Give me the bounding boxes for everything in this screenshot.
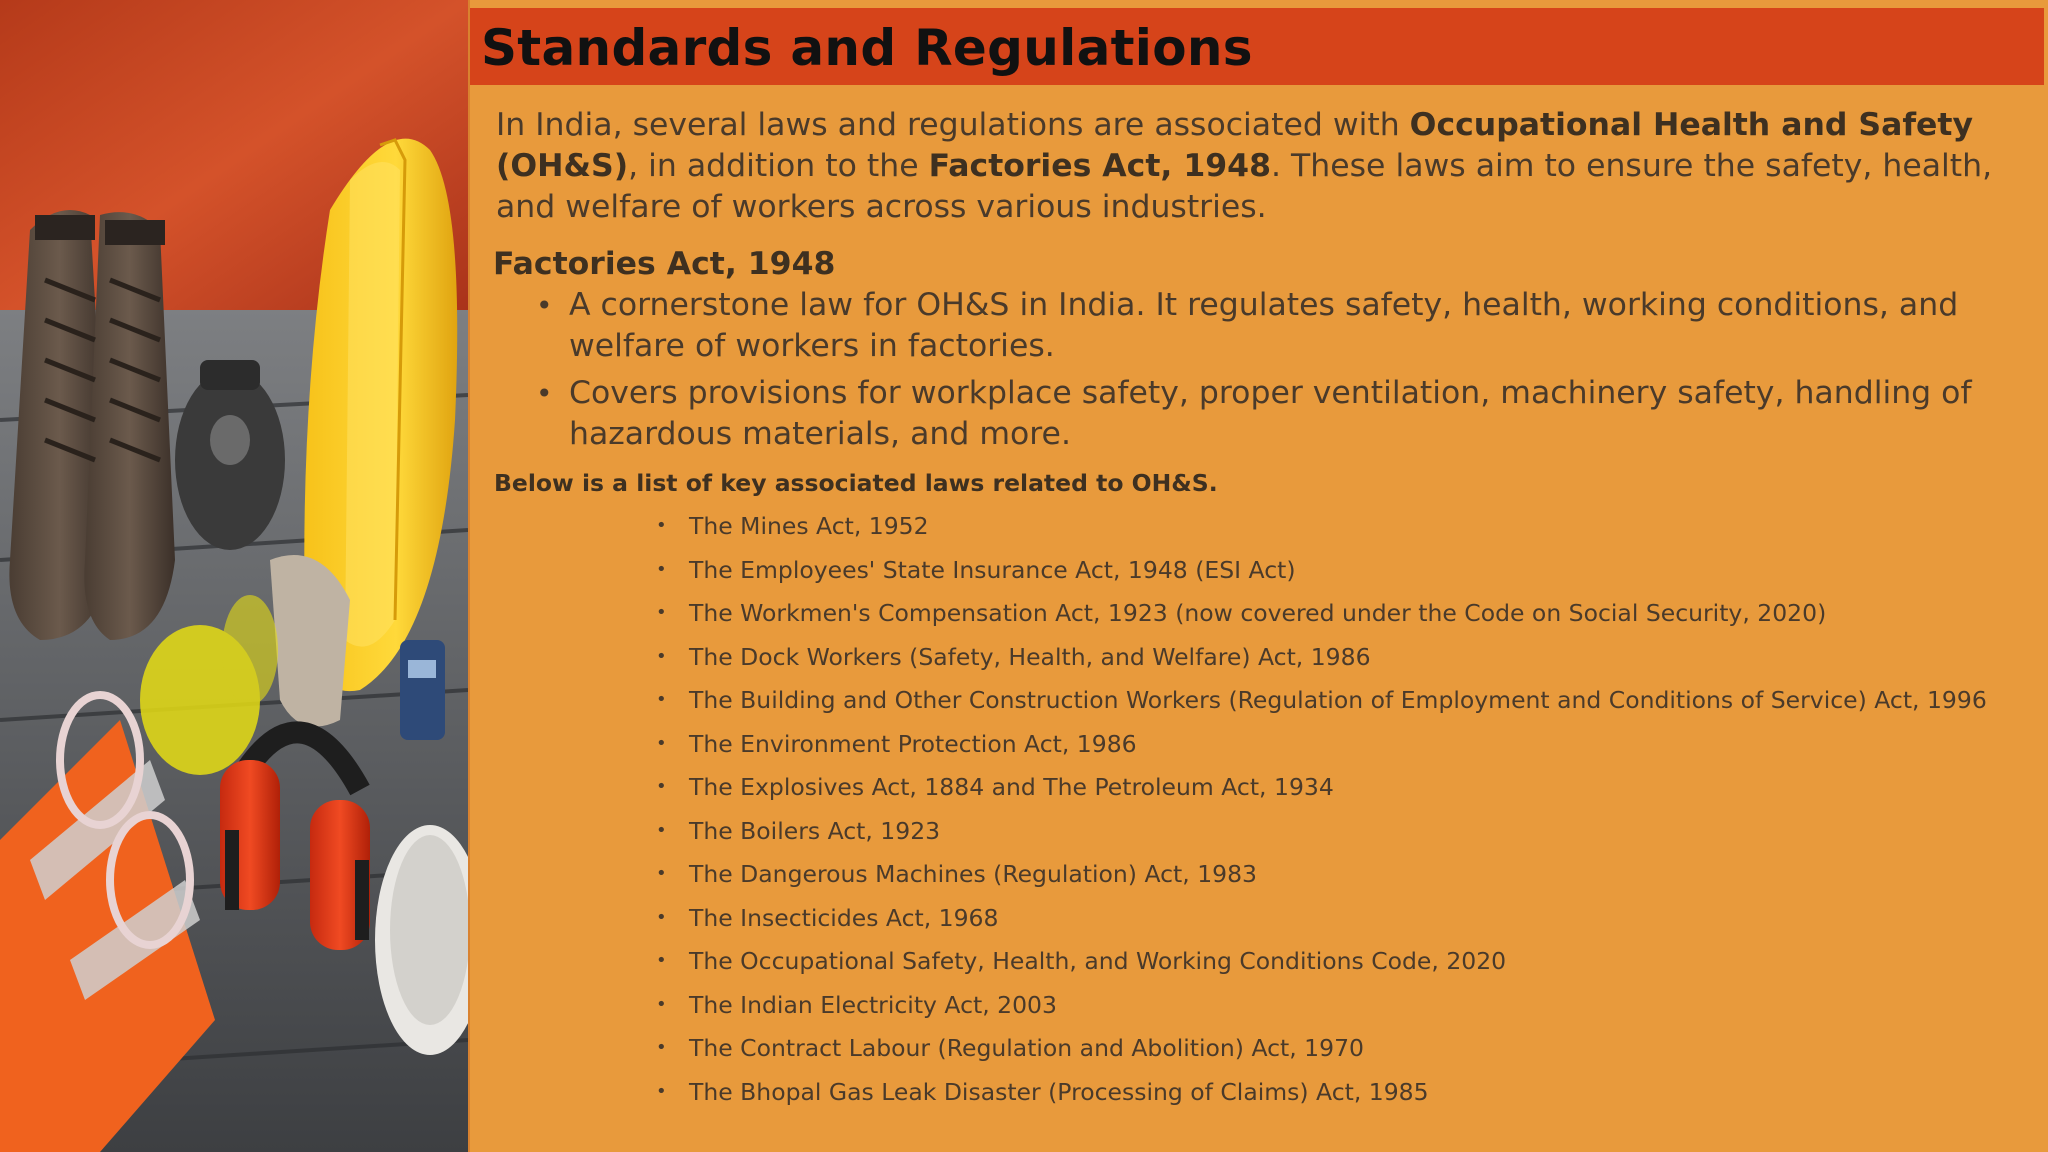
law-text: The Workmen's Compensation Act, 1923 (now covered under the Code on Social Security, 2020): [689, 599, 1827, 627]
law-text: The Indian Electricity Act, 2003: [689, 990, 1057, 1019]
law-item: [656, 988, 2036, 1032]
intro-bold-ohs: Occupational Health and Safety (OH&S): [496, 107, 1973, 184]
bullet-dot-icon: •: [656, 993, 667, 1015]
law-item: [656, 683, 2036, 727]
law-text: The Mines Act, 1952: [689, 512, 929, 540]
bullet-dot-icon: •: [656, 602, 667, 623]
law-item: [656, 770, 2036, 814]
bullet-dot-icon: •: [656, 689, 667, 710]
safety-equipment-photo: [0, 0, 468, 1152]
law-text: The Dock Workers (Safety, Health, and Welfare) Act, 1986: [689, 642, 1371, 671]
law-text: The Contract Labour (Regulation and Abolition) Act, 1970: [689, 1034, 1364, 1062]
law-item: [656, 1075, 2036, 1119]
bullet-dot-icon: •: [536, 289, 553, 322]
intro-text-1: In India, several laws and regulations are associated with: [496, 107, 1410, 143]
law-item: [656, 901, 2036, 945]
law-item: [656, 727, 2036, 771]
top-strip: [470, 0, 2048, 8]
law-item: [656, 1031, 2036, 1075]
associated-laws-list: [656, 509, 2036, 1118]
law-item: [656, 553, 2036, 597]
bullet-dot-icon: •: [536, 377, 553, 410]
intro-bold-factories-act: Factories Act, 1948: [928, 148, 1272, 184]
law-item: [656, 814, 2036, 858]
law-item: [656, 857, 2036, 901]
bullet-item: [536, 373, 2006, 455]
intro-paragraph: [496, 105, 2016, 228]
bullet-dot-icon: •: [656, 1037, 667, 1058]
bullet-dot-icon: •: [656, 906, 667, 928]
bullet-dot-icon: •: [656, 863, 667, 884]
bullet-dot-icon: •: [656, 776, 667, 797]
law-item: [656, 596, 2036, 640]
law-text: The Building and Other Construction Workers (Regulation of Employment and Conditions of Service) Act, 1996: [689, 686, 1987, 714]
bullet-dot-icon: •: [656, 950, 667, 971]
laws-list-intro: Below is a list of key associated laws related to OH&S.: [494, 469, 1218, 497]
bullet-dot-icon: •: [656, 645, 667, 667]
photo-divider: [468, 0, 470, 1152]
law-item: [656, 944, 2036, 988]
bullet-dot-icon: •: [656, 1080, 667, 1102]
bullet-text: Covers provisions for workplace safety, proper ventilation, machinery safety, handling of hazardous materials, and more.: [569, 375, 1972, 452]
bullet-dot-icon: •: [656, 515, 667, 536]
work-boots: [9, 210, 175, 640]
intro-text-2: , in addition to the: [628, 148, 929, 184]
flashlight: [400, 640, 445, 740]
factories-act-bullets: [536, 285, 2006, 461]
law-item: [656, 509, 2036, 553]
bullet-dot-icon: •: [656, 819, 667, 841]
bullet-text: A cornerstone law for OH&S in India. It regulates safety, health, working conditions, and welfare of workers in factories.: [569, 287, 1959, 364]
intro-text-3: . These laws aim to ensure the safety, health, and welfare of workers across various industries.: [496, 148, 1993, 225]
bullet-item: [536, 285, 2006, 367]
bullet-dot-icon: •: [656, 732, 667, 754]
law-text: The Insecticides Act, 1968: [689, 903, 999, 932]
law-text: The Bhopal Gas Leak Disaster (Processing of Claims) Act, 1985: [689, 1077, 1429, 1106]
law-text: The Environment Protection Act, 1986: [689, 729, 1137, 758]
section-heading: Factories Act, 1948: [493, 246, 836, 282]
law-text: The Occupational Safety, Health, and Working Conditions Code, 2020: [689, 947, 1507, 975]
law-text: The Boilers Act, 1923: [689, 816, 941, 845]
law-text: The Employees' State Insurance Act, 1948 (ESI Act): [689, 555, 1296, 584]
bullet-dot-icon: •: [656, 558, 667, 580]
law-text: The Dangerous Machines (Regulation) Act, 1983: [689, 860, 1257, 888]
work-gloves: [270, 555, 350, 727]
law-text: The Explosives Act, 1884 and The Petroleum Act, 1934: [689, 773, 1334, 801]
law-item: [656, 640, 2036, 684]
slide-title: Standards and Regulations: [481, 19, 1253, 77]
